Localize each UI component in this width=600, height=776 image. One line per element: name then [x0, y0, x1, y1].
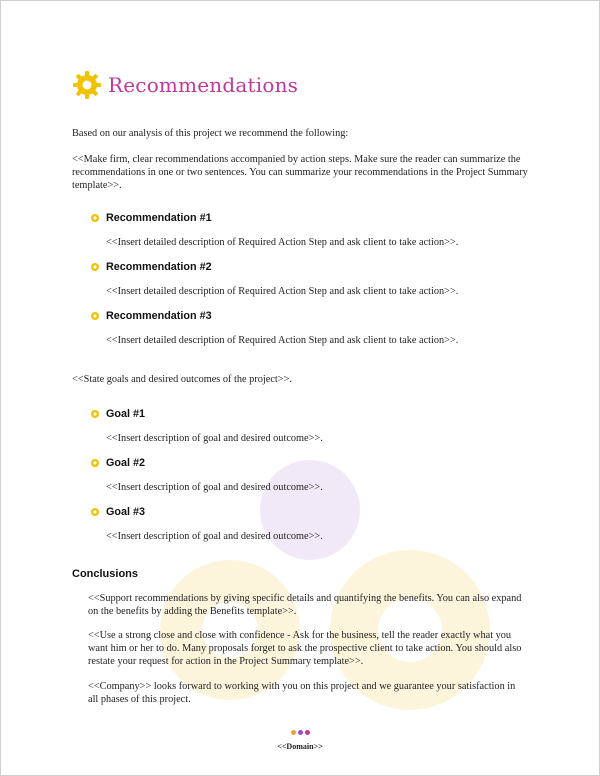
recommendation-desc: <<Insert detailed description of Required Action Step and ask client to take action>>.: [106, 286, 459, 297]
gear-bullet-icon: [90, 262, 100, 272]
conclusions-heading: Conclusions: [72, 568, 139, 580]
gear-bullet-icon: [90, 213, 100, 223]
recommendation-item: [90, 212, 212, 224]
goal-label: Goal #2: [106, 457, 146, 469]
recommendation-label: Recommendation #3: [106, 310, 212, 322]
conclusion-paragraph: <<Support recommendations by giving specific details and quantifying the benefits. You can also expand on the benefits by adding the Benefits template>>.: [88, 593, 522, 617]
goal-label: Goal #1: [106, 408, 146, 420]
gear-bullet-icon: [90, 507, 100, 517]
goals-intro-text: <<State goals and desired outcomes of the project>>.: [72, 374, 292, 385]
gear-bullet-icon: [90, 409, 100, 419]
page-title: Recommendations: [108, 73, 299, 97]
recommendation-item: [90, 261, 212, 273]
page-footer: [0, 722, 600, 751]
conclusion-paragraph: <<Use a strong close and close with confidence - Ask for the business, tell the reader exactly what you want him or her to do. Many proposals forget to ask the prospective client to take action. You should also restate your request for action in the Project Summary template>>.: [88, 630, 522, 667]
goal-item: [90, 506, 145, 518]
footer-domain: <<Domain>>: [277, 742, 323, 751]
page-header: [72, 70, 298, 100]
goal-desc: <<Insert description of goal and desired outcome>>.: [106, 531, 323, 542]
gear-bullet-icon: [90, 458, 100, 468]
recommendation-label: Recommendation #1: [106, 212, 212, 224]
instructions-text: <<Make firm, clear recommendations accompanied by action steps. Make sure the reader can summarize the recommendations in one or two sentences. You can summarize your recommendations in the Project Summary template>>.: [72, 154, 528, 191]
footer-dots-icon: [291, 730, 310, 735]
recommendation-desc: <<Insert detailed description of Required Action Step and ask client to take action>>.: [106, 335, 459, 346]
goal-desc: <<Insert description of goal and desired outcome>>.: [106, 482, 323, 493]
goal-item: [90, 408, 145, 420]
intro-text: Based on our analysis of this project we recommend the following:: [72, 128, 349, 139]
conclusion-paragraph: <<Company>> looks forward to working with you on this project and we guarantee your satisfaction in all phases of this project.: [88, 681, 516, 705]
recommendation-item: [90, 310, 212, 322]
recommendation-desc: <<Insert detailed description of Required Action Step and ask client to take action>>.: [106, 237, 459, 248]
goal-item: [90, 457, 145, 469]
goal-desc: <<Insert description of goal and desired outcome>>.: [106, 433, 323, 444]
gear-bullet-icon: [90, 311, 100, 321]
goal-label: Goal #3: [106, 506, 146, 518]
gear-icon: [72, 70, 102, 100]
recommendation-label: Recommendation #2: [106, 261, 212, 273]
